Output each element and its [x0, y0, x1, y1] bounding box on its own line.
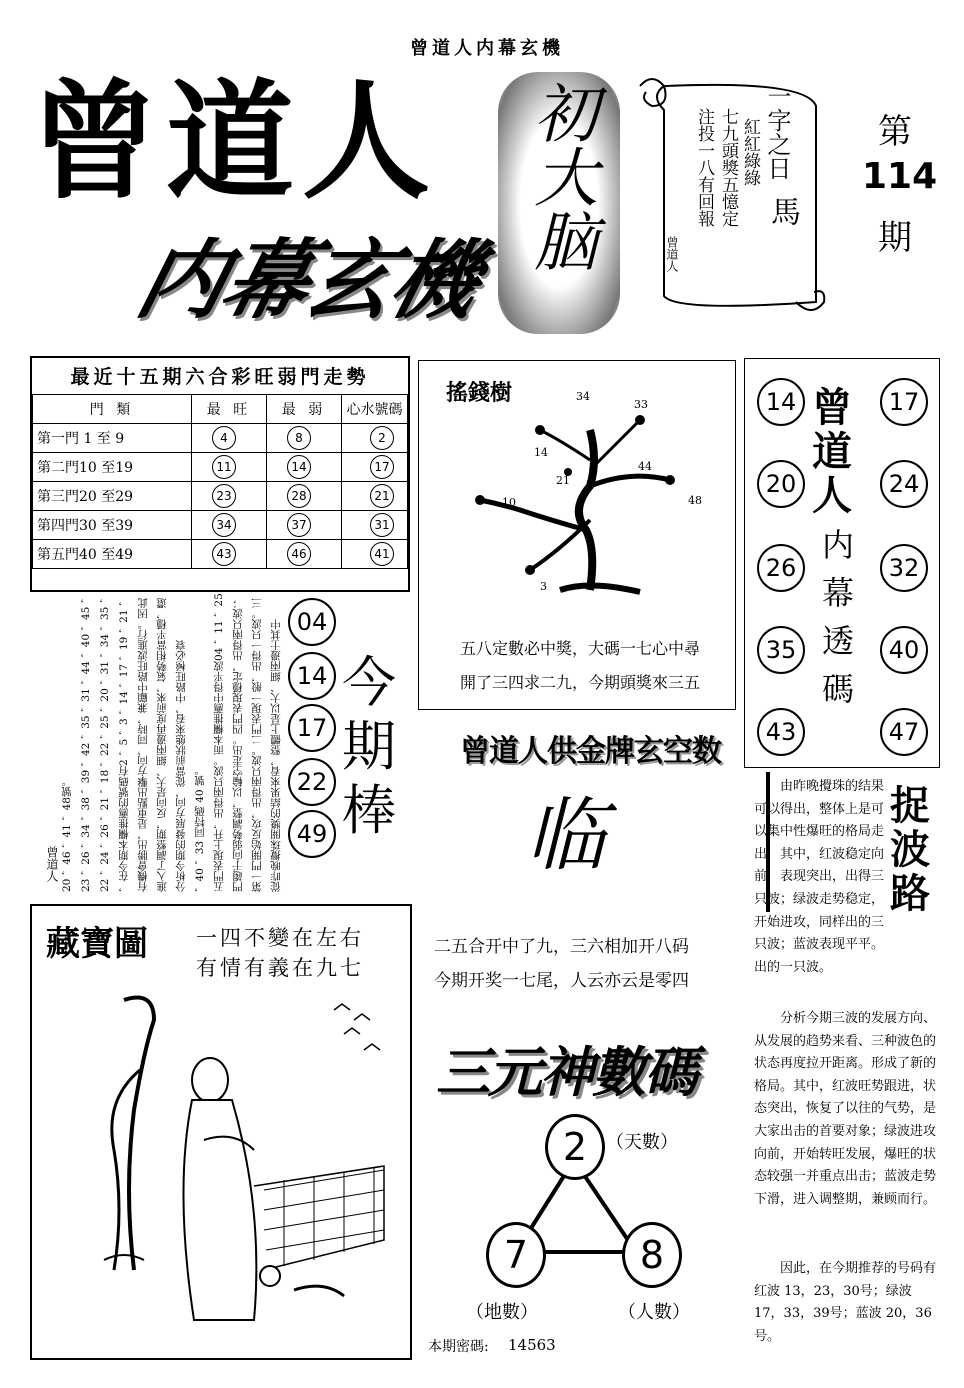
panel-number: 35	[757, 626, 805, 674]
wave-para-1: 由昨晚攪珠的结果可以得出，整体上是可以集中性爆旺的格局走出，其中，红波稳定向前，表现突出，出得三只波；绿波走势稳定，开始进攻，同样出的三只波；蓝波表现平平。出的一只波。	[754, 779, 885, 975]
analysis-line: 分析今期的發展方向，從當前狀態來看，中路旺極必衰	[175, 640, 187, 892]
best-number: 22	[288, 758, 336, 806]
panel-number: 26	[757, 544, 805, 592]
cold-number: 8	[287, 426, 311, 450]
top-caption: 曾道人内幕玄機	[410, 38, 564, 59]
table-row	[33, 511, 408, 540]
row-label: 第三門20 至29	[33, 482, 192, 511]
panel-title-char: 内	[822, 526, 855, 564]
table-row	[33, 482, 408, 511]
cold-number: 14	[287, 455, 311, 479]
seal-text: 初大脑	[523, 80, 597, 272]
issue-suffix: 期	[878, 218, 912, 258]
row-label: 第二門10 至19	[33, 453, 192, 482]
analysis-line: 23 ，26 ，34 ，38 ，39 ，42 ，35 ，31 ，44 ，40 ，45 ，	[80, 592, 92, 892]
cold-number: 37	[287, 513, 311, 537]
analysis-line: 有機會勝出，是重點出擊方向，同時，兼顧中路旺波進行。因此	[137, 598, 149, 892]
panel-number: 40	[880, 626, 928, 674]
panel-number: 43	[757, 708, 805, 756]
trend-table	[32, 394, 408, 569]
hot-number: 34	[212, 513, 236, 537]
analysis-line: 進入了調整期，反向是大、細兩邊再度前來，氣勢相當平穩，還	[156, 598, 168, 892]
col-header: 最 旺	[192, 395, 267, 424]
tree-number: 3	[540, 580, 547, 593]
treasure-verse-1: 一四不變在左右	[196, 926, 364, 950]
tree-number: 21	[556, 474, 570, 487]
scroll-col2: 紅紅綠綠	[740, 118, 760, 186]
trend-table-title: 最近十五期六合彩旺弱門走勢	[70, 366, 370, 388]
hot-number: 23	[212, 484, 236, 508]
panel-title-char: 幕	[822, 574, 855, 612]
wave-title-char: 波	[890, 827, 930, 873]
sanyuan-top: 2	[545, 1114, 605, 1180]
analysis-text	[58, 582, 286, 892]
best-number: 14	[288, 652, 336, 700]
analysis-line: 五門表現上升，出得兩只波。而本欄推薦中得平波04 ，11 ，25	[213, 593, 225, 892]
sanyuan-right-label: （人數）	[618, 1302, 690, 1323]
tree-number: 48	[688, 494, 702, 507]
calligraphy: 临	[526, 789, 606, 882]
best-number: 17	[288, 704, 336, 752]
analysis-line: 20 ，46 ，41 ，48號。	[61, 776, 73, 892]
analysis-signature: 曾道人	[45, 846, 59, 882]
tree-number: 14	[534, 446, 548, 459]
pick-number: 21	[370, 484, 394, 508]
wave-title-char: 捉	[890, 783, 930, 829]
wave-para-2: 分析今期三波的发展方向、从发展的趋势来看、三种波色的状态再度拉开距离。形成了新的格局。其中，红波旺势跟进，状态突出，恢复了以往的气势，是大家出击的首要对象；绿波进攻向前，开始转旺发展，爆旺的状态较强一并重点出击；蓝波走势下滑，进入调整期，兼顾而行。	[754, 1011, 937, 1207]
money-tree-title: 搖錢樹	[446, 380, 513, 406]
issue-prefix: 第	[878, 112, 912, 152]
logo-sub: 内幕玄機	[127, 231, 489, 331]
tree-verse-1: 五八定數必中獎，大碼一七心中尋	[459, 639, 700, 658]
pick-number: 2	[370, 426, 394, 450]
analysis-line: ，在今期本欄推薦的號碼有2 ，5 ，3 ，14 ，17 ，19 ，21 ，	[118, 595, 130, 892]
col-header: 最 弱	[267, 395, 342, 424]
best-label-char: 棒	[342, 779, 396, 842]
cold-number: 28	[287, 484, 311, 508]
panel-number: 47	[880, 708, 928, 756]
logo-main: 曾道人	[30, 67, 439, 217]
sanyuan-left-label: （地數）	[466, 1302, 538, 1323]
row-label: 第五門40 至49	[33, 540, 192, 569]
sage-illustration	[44, 990, 400, 1350]
panel-title-char: 碼	[822, 670, 855, 708]
gold-banner: 曾道人供金牌玄空数	[460, 734, 721, 769]
sanyuan-top-label: （天數）	[606, 1132, 678, 1153]
sanyuan-right: 8	[622, 1222, 682, 1288]
panel-title-char: 曾	[812, 384, 852, 431]
treasure-title: 藏寶圖	[46, 924, 148, 964]
analysis-line: 從昨晚攪珠開獎的結果來看，整體上是以大、細兩邊士其中	[270, 619, 282, 892]
issue-number: 114	[862, 156, 938, 197]
panel-number: 14	[757, 378, 805, 426]
scroll-col1: 一字之日	[763, 84, 791, 180]
analysis-line: 第一門開始反攻，出得兩只波。二門表現一般，出得一只波。三	[251, 598, 263, 892]
best-label-char: 期	[342, 715, 396, 778]
analysis-line: 門趨于向弱勢調整，以輪空走出。四門表現穩定，出得兩只波；	[232, 598, 244, 892]
wave-para-3: 因此，在今期推荐的号码有红波 13，23，30号；绿波 17，33，39号；蓝波 20，36 号。	[754, 1261, 937, 1344]
pick-number: 17	[370, 455, 394, 479]
sanyuan-title: 三元神數碼	[436, 1041, 696, 1104]
row-label: 第四門30 至39	[33, 511, 192, 540]
table-row	[33, 424, 408, 453]
sanyuan-left: 7	[486, 1222, 546, 1288]
panel-title-char: 透	[822, 622, 855, 660]
col-header: 門 類	[33, 395, 192, 424]
tree-number: 34	[576, 390, 590, 403]
panel-number: 32	[880, 544, 928, 592]
tree-number: 33	[634, 398, 648, 411]
middle-verse-1: 二五合开中了九，三六相加开八码	[434, 937, 689, 957]
scroll-col1b: 馬	[765, 196, 800, 226]
panel-title-char: 人	[812, 472, 852, 519]
scroll-col3: 七九頭獎五憶定	[718, 108, 738, 227]
password-label: 本期密碼:	[428, 1339, 489, 1355]
scroll-signature: 曾道人	[665, 236, 679, 272]
table-row	[33, 453, 408, 482]
pick-number: 31	[370, 513, 394, 537]
hot-number: 43	[212, 542, 236, 566]
scroll-col4: 注投一八有回報	[694, 108, 714, 227]
hot-number: 4	[212, 426, 236, 450]
best-number: 49	[288, 810, 336, 858]
best-number: 04	[288, 598, 336, 646]
table-row	[33, 540, 408, 569]
analysis-line: 22 ，24 ，26 ，21 ，18 ，22 ，25 ，20 ，31 ，34 ，35 ，	[99, 592, 111, 892]
middle-verse-2: 今期开奖一七尾，人云亦云是零四	[434, 971, 689, 991]
pick-number: 41	[370, 542, 394, 566]
analysis-line: ，40 ，33 同特碼 40 號。	[194, 765, 206, 892]
password-value: 14563	[508, 1336, 556, 1354]
panel-number: 20	[757, 460, 805, 508]
tree-number: 44	[638, 460, 652, 473]
panel-title-char: 道	[812, 428, 852, 475]
tree-number: 10	[502, 496, 516, 509]
row-label: 第一門 1 至 9	[33, 424, 192, 453]
tree-illustration	[440, 400, 720, 600]
best-label-char: 今	[342, 651, 396, 714]
panel-number: 17	[880, 378, 928, 426]
panel-number: 24	[880, 460, 928, 508]
treasure-verse-2: 有情有義在九七	[196, 956, 364, 980]
col-header: 心水號碼	[342, 395, 408, 424]
cold-number: 46	[287, 542, 311, 566]
wave-title-char: 路	[890, 871, 930, 917]
hot-number: 11	[212, 455, 236, 479]
tree-verse-2: 開了三四求二九，今期頭獎來三五	[459, 673, 700, 692]
